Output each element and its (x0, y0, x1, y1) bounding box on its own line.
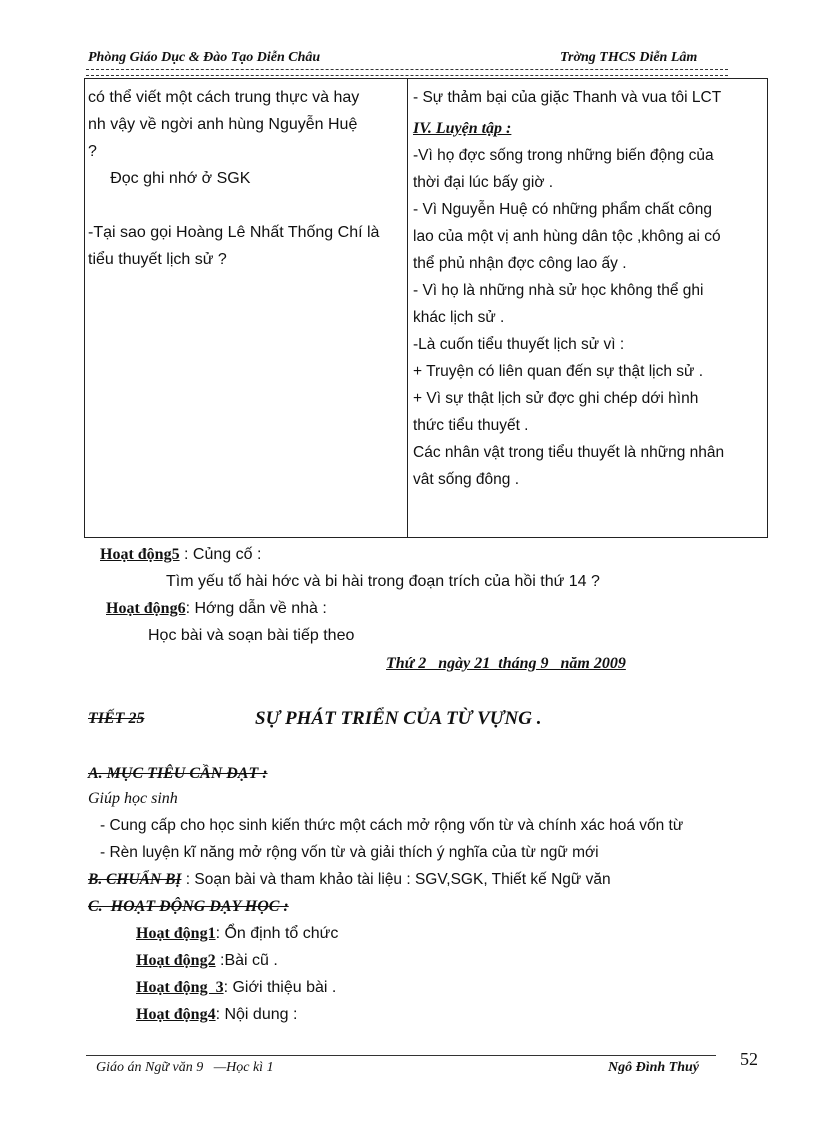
table-left-line (88, 192, 403, 219)
activity-5-label: Hoạt động5 (100, 546, 180, 563)
table-right-line: vât sống đông . (413, 471, 519, 488)
lesson-title: SỰ PHÁT TRIỂN CỦA TỪ VỰNG . (255, 708, 542, 729)
table-divider (407, 78, 408, 538)
activity-6 (106, 600, 327, 618)
table-right-line: khác lịch sử . (413, 309, 505, 326)
section-a-item: - Cung cấp cho học sinh kiến thức một cách mở rộng vốn từ và chính xác hoá vốn từ (100, 817, 684, 834)
activity-6-label: Hoạt động6 (106, 600, 186, 617)
header-left: Phòng Giáo Dục & Đào Tạo Diễn Châu (88, 50, 321, 65)
section-c-item (136, 925, 338, 943)
section-b-text: : Soạn bài và tham khảo tài liệu : SGV,SGK, Thiết kế Ngữ văn (181, 871, 611, 888)
section-a-item: - Rèn luyện kĩ năng mở rộng vốn từ và giải thích ý nghĩa của từ ngữ mới (100, 844, 599, 861)
activity-5-text: : Củng cố : (179, 546, 262, 563)
header-rule (86, 69, 728, 76)
table-right-line: thời đại lúc bấy giờ . (413, 174, 554, 191)
section-c-item (136, 979, 336, 997)
table-right-line: -Vì họ đợc sống trong những biến động của (413, 147, 714, 164)
activity-6-text: : Hớng dẫn về nhà : (185, 600, 327, 617)
section-c-item (136, 1006, 297, 1024)
table-right-line: thức tiểu thuyết . (413, 417, 529, 434)
section-c-item-label: Hoạt động2 (136, 952, 216, 969)
activity-5 (100, 546, 261, 564)
activity-6-task: Học bài và soạn bài tiếp theo (148, 627, 355, 644)
section-c-item-label: Hoạt động4 (136, 1006, 216, 1023)
table-right-line: Các nhân vật trong tiểu thuyết là những nhân (413, 444, 725, 461)
section-c-heading: C. HOẠT ĐỘNG DẠY HỌC : (88, 898, 289, 915)
section-c-item-text: :Bài cũ . (215, 952, 278, 969)
section-c-item-text: : Giới thiệu bài . (223, 979, 337, 996)
table-right-line: - Vì Nguyễn Huệ có những phẩm chất công (413, 201, 713, 218)
section-b (88, 871, 611, 889)
section-c-item-label: Hoạt động1 (136, 925, 216, 942)
footer-right: Ngô Đình Thuý (608, 1060, 700, 1075)
table-left-line: có thể viết một cách trung thực và hay (88, 89, 360, 106)
section-c-item (136, 952, 278, 970)
section-c-item-text: : Ổn định tổ chức (215, 925, 339, 942)
table-right-first: - Sự thảm bại của giặc Thanh và vua tôi LCT (413, 89, 722, 106)
table-left-line: nh vậy về ngời anh hùng Nguyễn Huệ (88, 116, 358, 133)
section-a-sub: Giúp học sinh (88, 790, 178, 807)
table-left-line: Đọc ghi nhớ ở SGK (88, 170, 251, 187)
section-a-heading: A. MỤC TIÊU CẦN ĐẠT : (88, 765, 268, 782)
footer-rule (86, 1055, 716, 1056)
table-right-line: -Là cuốn tiểu thuyết lịch sử vì : (413, 336, 625, 353)
table-right-line: lao của một vị anh hùng dân tộc ,không ai có (413, 228, 721, 245)
table-left-line: tiểu thuyết lịch sử ? (88, 251, 227, 268)
section-b-heading: B. CHUẨN BỊ (88, 871, 182, 888)
activity-5-task: Tìm yếu tố hài hớc và bi hài trong đoạn trích của hồi thứ 14 ? (166, 573, 600, 590)
section-c-item-label: Hoạt động 3 (136, 979, 224, 996)
table-right-column (413, 84, 763, 493)
footer-left: Giáo án Ngữ văn 9 —Học kì 1 (96, 1060, 274, 1075)
lesson-date: Thứ 2 ngày 21 tháng 9 năm 2009 (386, 655, 626, 672)
table-right-line: - Vì họ là những nhà sử học không thể ghi (413, 282, 704, 299)
table-left-column (88, 84, 403, 273)
header-right: Trờng THCS Diễn Lâm (560, 50, 698, 65)
lesson-number: TIẾT 25 (88, 710, 145, 727)
table-right-line: + Vì sự thật lịch sử đợc ghi chép dới hình (413, 390, 699, 407)
table-right-line: thể phủ nhận đợc công lao ấy . (413, 255, 627, 272)
section-c-item-text: : Nội dung : (215, 1006, 298, 1023)
practice-heading: IV. Luyện tập : (413, 120, 512, 137)
table-right-line: + Truyện có liên quan đến sự thật lịch sử . (413, 363, 704, 380)
table-left-line: -Tại sao gọi Hoàng Lê Nhất Thống Chí là (88, 224, 380, 241)
table-left-line: ? (88, 143, 97, 160)
page-number: 52 (740, 1049, 758, 1069)
